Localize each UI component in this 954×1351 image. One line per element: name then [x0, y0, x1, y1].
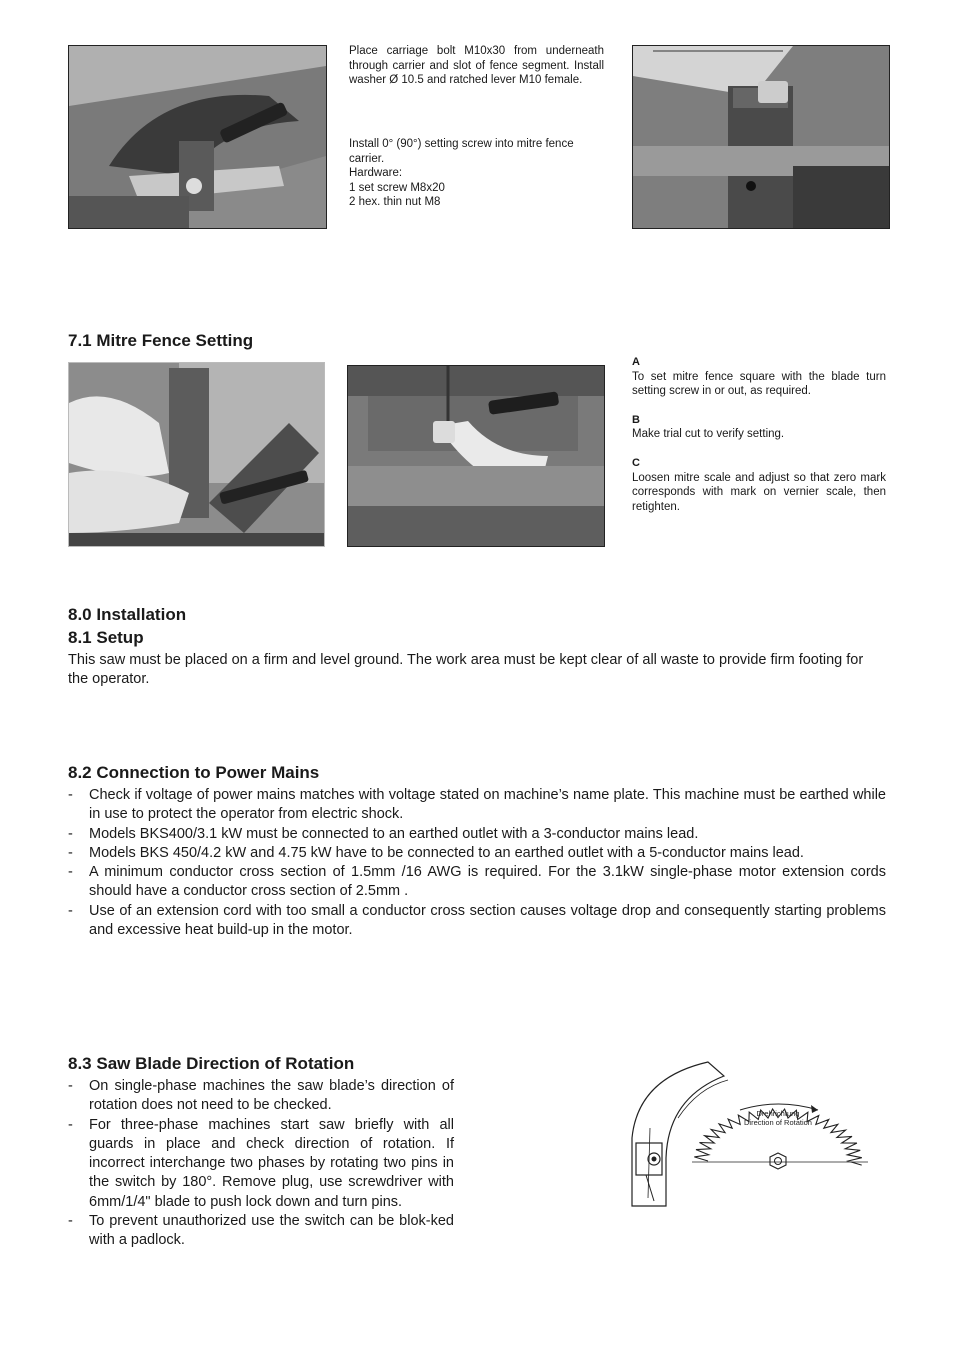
list-item: - Models BKS400/3.1 kW must be connected to an earthed outlet with a 3-conductor mains lead. — [68, 825, 886, 844]
list-item: - To prevent unauthorized use the switch can be blok-ked with a padlock. — [68, 1212, 454, 1251]
photo-fence-carrier — [632, 45, 890, 229]
setup-text: This saw must be placed on a firm and level ground. The work area must be kept clear of all waste to provide firm footing for the operator. — [68, 652, 864, 688]
note-line: 2 hex. thin nut M8 — [349, 196, 441, 209]
blade-rotation-list — [68, 1077, 454, 1251]
step-text: Make trial cut to verify setting. — [632, 428, 785, 441]
heading-installation: 8.0 Installation — [68, 605, 187, 624]
heading-setup: 8.1 Setup — [68, 628, 144, 647]
note-carriage-bolt: Place carriage bolt M10x30 from underneath through carrier and slot of fence segment. Install washer Ø 10.5 and ratched lever M10 female. — [349, 45, 604, 87]
list-item: - Check if voltage of power mains matches with voltage stated on machine’s name plate. This machine must be earthed while in use to protect the operator from electric shock. — [68, 786, 886, 825]
note-line: Hardware: — [349, 167, 403, 180]
list-item: - Models BKS 450/4.2 kW and 4.75 kW have to be connected to an earthed outlet with a 5-conductor mains lead. — [68, 844, 886, 863]
step-text: To set mitre fence square with the blade turn setting screw in or out, as required. — [632, 370, 886, 398]
photo-carriage-bolt — [68, 45, 327, 229]
photo-adjust-screw — [68, 362, 325, 547]
list-item: - A minimum conductor cross section of 1.5mm /16 AWG is required. For the 3.1kW single-phase motor extension cords should have a conductor cross section of 2.5mm . — [68, 863, 886, 902]
step-label: A — [632, 356, 640, 368]
heading-mitre-fence-setting: 7.1 Mitre Fence Setting — [68, 331, 254, 350]
photo-mitre-scale — [347, 365, 605, 547]
heading-blade-rotation: 8.3 Saw Blade Direction of Rotation — [68, 1054, 355, 1073]
rotation-label-en: Direction of Rotation — [744, 1118, 812, 1127]
heading-power-mains: 8.2 Connection to Power Mains — [68, 763, 320, 782]
note-line: Install 0° (90°) setting screw into mitre fence carrier. — [349, 138, 574, 165]
power-mains-list — [68, 786, 886, 940]
step-text: Loosen mitre scale and adjust so that zero mark corresponds with mark on vernier scale, then retighten. — [632, 471, 886, 513]
note-line: 1 set screw M8x20 — [349, 181, 445, 194]
step-label: B — [632, 413, 640, 426]
note-setting-screw — [349, 137, 604, 210]
step-label: C — [632, 456, 640, 469]
rotation-diagram — [628, 1058, 890, 1208]
mitre-setting-steps — [632, 355, 886, 528]
rotation-label-de: Drehrichtung — [756, 1109, 800, 1118]
list-item: - For three-phase machines start saw briefly with all guards in place and check direction of rotation. If incorrect interchange two phases by rotating two pins in the switch by 180°. Remove plug, use screwdriver with 6mm/1/4" blade to push lock down and turn pins. — [68, 1116, 454, 1212]
list-item: - On single-phase machines the saw blade’s direction of rotation does not need to be checked. — [68, 1077, 454, 1116]
list-item: - Use of an extension cord with too small a conductor cross section causes voltage drop and consequently starting problems and excessive heat build-up in the motor. — [68, 902, 886, 941]
